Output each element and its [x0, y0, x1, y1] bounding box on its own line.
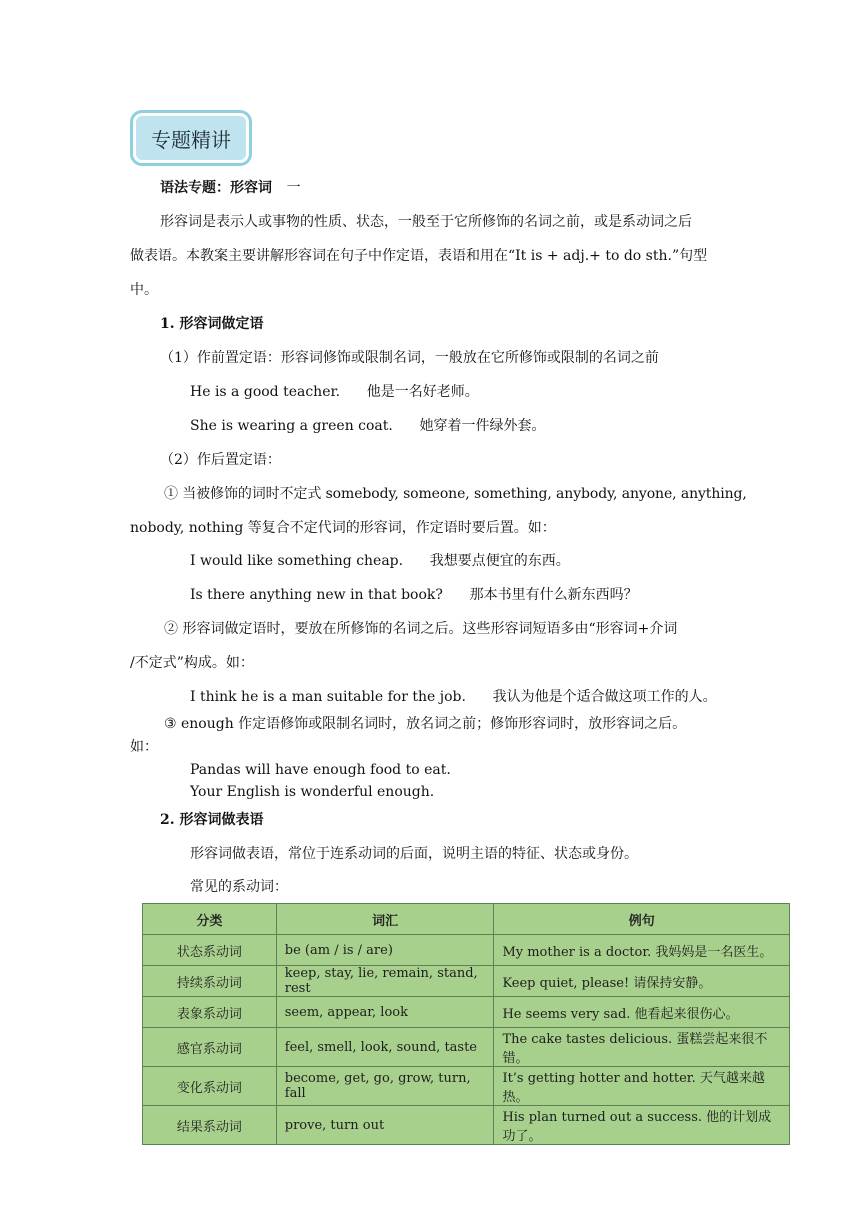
example-cell: He seems very sad. 他看起来很伤心。	[494, 997, 790, 1028]
table-row	[143, 935, 790, 966]
category-cell: 感官系动词	[143, 1028, 277, 1067]
example-sentence: I would like something cheap. 我想要点便宜的东西。	[190, 553, 570, 569]
vocabulary-cell: become, get, go, grow, turn, fall	[276, 1067, 494, 1106]
section-2-title: 2. 形容词做表语	[160, 812, 264, 828]
example-sentence: Your English is wonderful enough.	[190, 784, 435, 800]
example-cell: The cake tastes delicious. 蛋糕尝起来很不错。	[494, 1028, 790, 1067]
category-cell: 表象系动词	[143, 997, 277, 1028]
vocabulary-cell: prove, turn out	[276, 1106, 494, 1145]
category-cell: 持续系动词	[143, 966, 277, 997]
table-row	[143, 997, 790, 1028]
common-linking-verbs-label: 常见的系动词：	[190, 879, 288, 895]
intro-line-3: 中。	[130, 282, 158, 298]
vocabulary-cell: feel, smell, look, sound, taste	[276, 1028, 494, 1067]
rule-1-line-1: ① 当被修饰的词时不定式 somebody, someone, something, anybody, anyone, anything,	[164, 486, 747, 502]
example-sentence: I think he is a man suitable for the job. 我认为他是个适合做这项工作的人。	[190, 689, 717, 705]
table-row	[143, 966, 790, 997]
category-cell: 变化系动词	[143, 1067, 277, 1106]
example-cell: His plan turned out a success. 他的计划成功了。	[494, 1106, 790, 1145]
section-badge	[130, 110, 252, 166]
intro-line-2: 做表语。本教案主要讲解形容词在句子中作定语，表语和用在“It is + adj.+ to do sth.”句型	[130, 248, 708, 264]
vocabulary-cell: keep, stay, lie, remain, stand, rest	[276, 966, 494, 997]
example-sentence: Is there anything new in that book? 那本书里有什么新东西吗？	[190, 587, 638, 603]
category-cell: 状态系动词	[143, 935, 277, 966]
category-cell: 结果系动词	[143, 1106, 277, 1145]
section-2-description: 形容词做表语，常位于连系动词的后面，说明主语的特征、状态或身份。	[190, 846, 638, 862]
example-cell: My mother is a doctor. 我妈妈是一名医生。	[494, 935, 790, 966]
vocabulary-cell: seem, appear, look	[276, 997, 494, 1028]
example-sentence: She is wearing a green coat. 她穿着一件绿外套。	[190, 418, 546, 434]
table-row	[143, 1106, 790, 1145]
table-row	[143, 1028, 790, 1067]
intro-line-1: 形容词是表示人或事物的性质、状态，一般至于它所修饰的名词之前，或是系动词之后	[160, 214, 692, 230]
table-row	[143, 1067, 790, 1106]
header-example: 例句	[494, 904, 790, 935]
pre-attributive-title: （1）作前置定语：形容词修饰或限制名词，一般放在它所修饰或限制的名词之前	[160, 350, 659, 366]
section-badge-label: 专题精讲	[151, 127, 231, 152]
example-cell: It’s getting hotter and hotter. 天气越来越热。	[494, 1067, 790, 1106]
header-category: 分类	[143, 904, 277, 935]
rule-1-line-2: nobody, nothing 等复合不定代词的形容词，作定语时要后置。如：	[130, 520, 556, 536]
section-1-title: 1. 形容词做定语	[160, 316, 264, 332]
linking-verbs-table	[142, 903, 790, 1145]
rule-3-line-1: ③ enough 作定语修饰或限制名词时，放名词之前；修饰形容词时，放形容词之后。	[164, 716, 687, 732]
example-sentence: He is a good teacher. 他是一名好老师。	[190, 384, 479, 400]
rule-3-line-2: 如：	[130, 739, 158, 755]
example-sentence: Pandas will have enough food to eat.	[190, 762, 451, 778]
rule-2-line-1: ② 形容词做定语时，要放在所修饰的名词之后。这些形容词短语多由“形容词+介词	[164, 621, 678, 637]
post-attributive-title: （2）作后置定语：	[160, 452, 281, 468]
vocabulary-cell: be (am / is / are)	[276, 935, 494, 966]
rule-2-line-2: /不定式”构成。如：	[130, 655, 254, 671]
table-header-row	[143, 904, 790, 935]
header-vocabulary: 词汇	[276, 904, 494, 935]
example-cell: Keep quiet, please! 请保持安静。	[494, 966, 790, 997]
topic-heading: 语法专题：形容词 一	[160, 180, 301, 196]
